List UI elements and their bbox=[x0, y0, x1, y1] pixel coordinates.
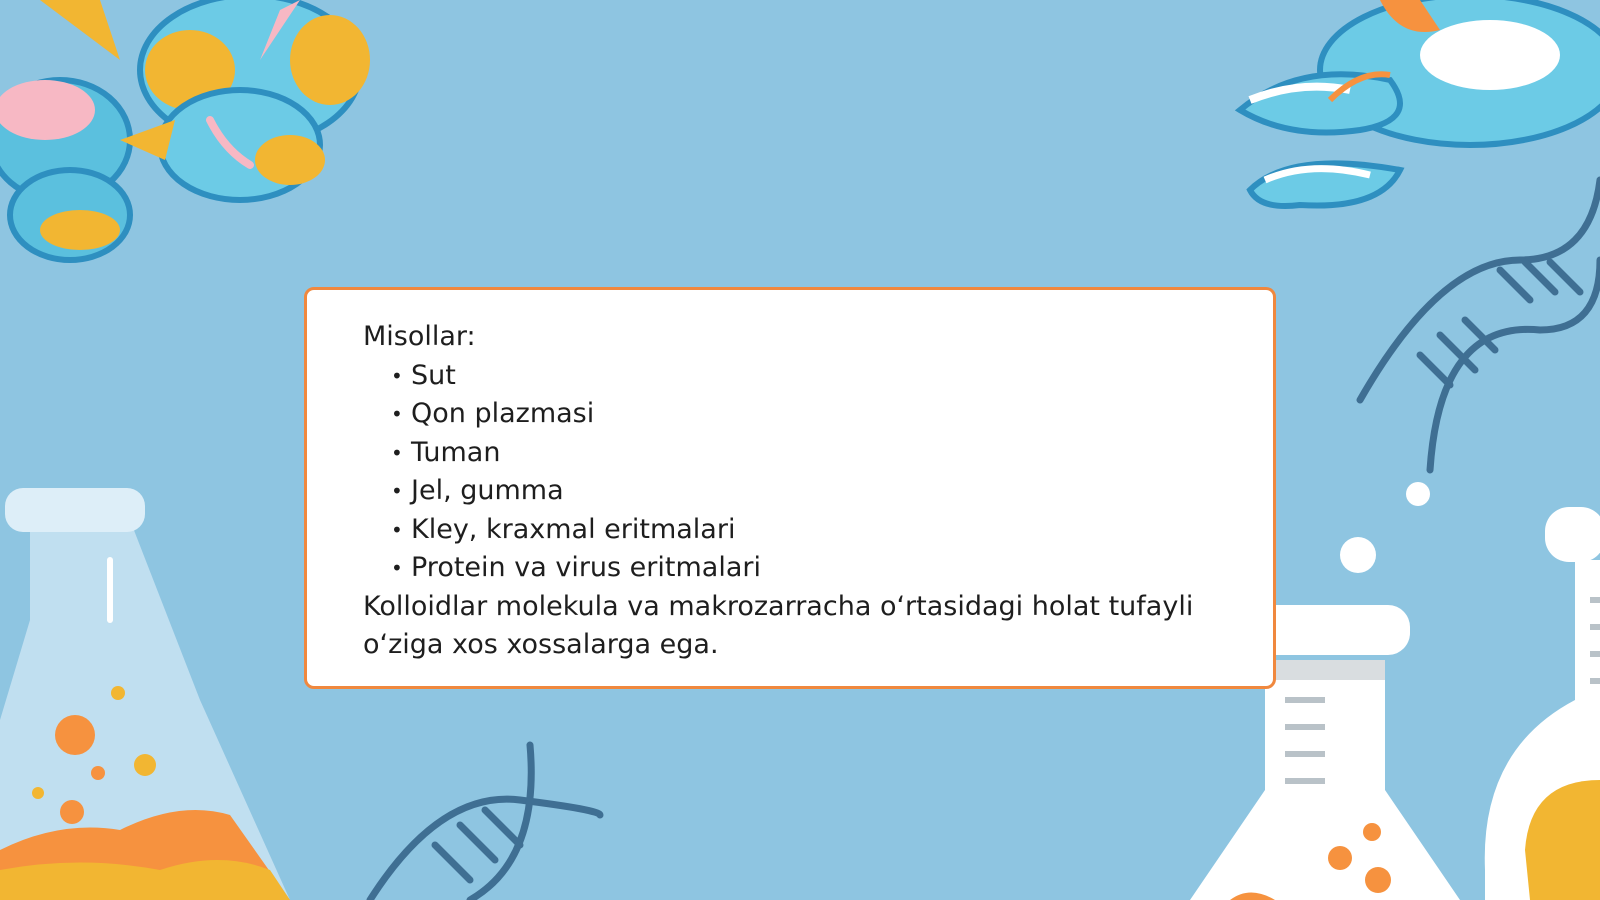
list-item bbox=[391, 472, 1243, 511]
bullet-icon: • bbox=[391, 556, 403, 580]
examples-heading: Misollar: bbox=[363, 321, 476, 352]
bullet-icon: • bbox=[391, 517, 403, 542]
bubble-icon bbox=[1406, 482, 1430, 506]
dna-helix-icon bbox=[370, 745, 600, 900]
content-card bbox=[304, 287, 1276, 689]
list-item bbox=[391, 549, 1243, 588]
molecule-cluster-icon bbox=[0, 0, 370, 260]
bullet-icon: • bbox=[391, 402, 403, 426]
examples-list bbox=[363, 357, 1243, 588]
bullet-icon: • bbox=[391, 479, 403, 503]
list-item bbox=[391, 357, 1243, 396]
list-item-text: Kley, kraxmal eritmalari bbox=[411, 513, 736, 545]
list-item-text: Sut bbox=[411, 359, 456, 391]
list-item-text: Jel, gumma bbox=[411, 475, 564, 506]
cloud-molecule-icon bbox=[1240, 0, 1600, 206]
list-item-text: Qon plazmasi bbox=[411, 398, 595, 429]
list-item bbox=[391, 395, 1243, 434]
bullet-icon: • bbox=[391, 440, 403, 465]
list-item-text: Tuman bbox=[411, 436, 501, 468]
dna-helix-icon bbox=[1360, 180, 1600, 470]
summary-line-2: o‘ziga xos xossalarga ega. bbox=[363, 629, 719, 660]
bubble-icon bbox=[1340, 537, 1376, 573]
list-item-text: Protein va virus eritmalari bbox=[411, 552, 761, 583]
list-item bbox=[391, 511, 1243, 550]
bullet-icon: • bbox=[391, 363, 403, 388]
erlenmeyer-flask-icon bbox=[0, 488, 290, 900]
list-item bbox=[391, 434, 1243, 473]
summary-line-1: Kolloidlar molekula va makrozarracha o‘rtasidagi holat tufayli bbox=[363, 590, 1194, 622]
round-flask-icon bbox=[1485, 507, 1600, 900]
